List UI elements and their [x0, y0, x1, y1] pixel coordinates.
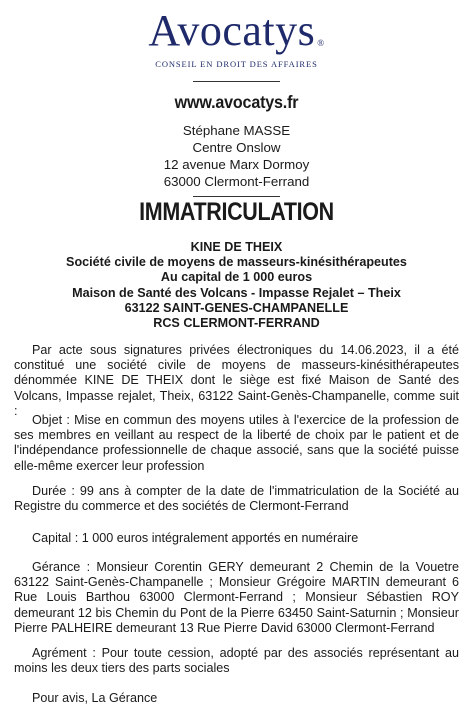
logo-tagline: CONSEIL EN DROIT DES AFFAIRES: [155, 59, 318, 69]
paragraph-objet: Objet : Mise en commun des moyens utiles à l'exercice de la profession de ses membres en veillant au respect de la liberté de choix par le patient et de l'indépendance professionnelle de chaque associé, sans que la société puisse elle-même exercer leur profession: [14, 413, 459, 473]
contact-city: 63000 Clermont-Ferrand: [163, 174, 310, 189]
paragraph-gerance: Gérance : Monsieur Corentin GERY demeurant 2 Chemin de la Vouetre 63122 Saint-Genès-Champanelle ; Monsieur Grégoire MARTIN demeurant 6 Rue Louis Barthou 63000 Clermont-Ferrand ; Monsieur Sébastien ROY demeurant 12 bis Chemin du Pont de la Pierre 63450 Saint-Saturnin ; Monsieur Pierre PALHEIRE demeurant 13 Rue Pierre David 63000 Clermont-Ferrand: [14, 560, 459, 635]
company-rcs: RCS CLERMONT-FERRAND: [153, 316, 320, 330]
avocatys-logo: [0, 6, 473, 56]
registered-mark: ®: [317, 38, 325, 48]
company-address: Maison de Santé des Volcans - Impasse Rejalet – Theix: [72, 286, 401, 300]
notice-heading: IMMATRICULATION: [139, 198, 334, 226]
contact-building: Centre Onslow: [192, 140, 281, 155]
paragraph-signature: Pour avis, La Gérance: [32, 691, 158, 705]
website-link[interactable]: www.avocatys.fr: [174, 92, 299, 112]
company-postcode: 63122 SAINT-GENES-CHAMPANELLE: [124, 301, 349, 315]
company-form: Société civile de moyens de masseurs-kinésithérapeutes: [66, 255, 407, 269]
logo-name: Avocatys: [148, 6, 316, 55]
contact-name: Stéphane MASSE: [182, 123, 291, 138]
divider-middle: [193, 196, 280, 197]
paragraph-capital: Capital : 1 000 euros intégralement apportés en numéraire: [32, 531, 359, 545]
contact-street: 12 avenue Marx Dormoy: [163, 157, 310, 172]
paragraph-duree: Durée : 99 ans à compter de la date de l'immatriculation de la Société au Registre du commerce et des sociétés de Clermont-Ferrand: [14, 484, 459, 514]
paragraph-agrement: Agrément : Pour toute cession, adopté par des associés représentant au moins les deux tiers des parts sociales: [14, 646, 459, 676]
paragraph-constitution: Par acte sous signatures privées électroniques du 14.06.2023, il a été constitué une société civile de moyens de masseurs-kinésithérapeutes dénommée KINE DE THEIX dont le siège est fixé Maison de Santé des Volcans, Impasse rejalet, Theix, 63122 Saint-Genès-Champanelle, comme suit :: [14, 343, 459, 418]
divider-top: [193, 81, 280, 82]
company-capital: Au capital de 1 000 euros: [160, 270, 313, 284]
company-name: KINE DE THEIX: [190, 240, 283, 254]
